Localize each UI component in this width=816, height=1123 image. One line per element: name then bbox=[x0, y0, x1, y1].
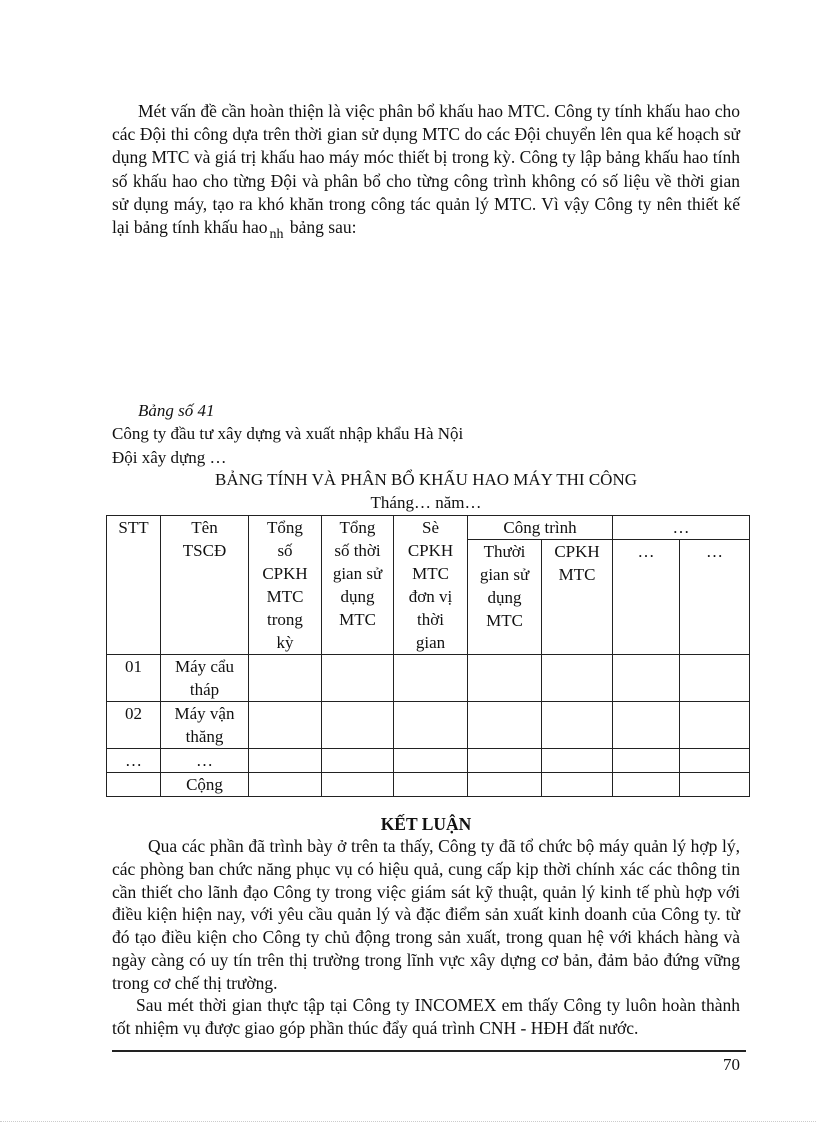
header-stt: STT bbox=[107, 516, 161, 655]
company-name: Công ty đầu tư xây dựng và xuất nhập khẩu Hà Nội bbox=[112, 424, 464, 443]
header-ct-thoi-gian: Thười gian sử dụng MTC bbox=[468, 540, 542, 655]
paragraph-conclusion: Qua các phần đã trình bày ở trên ta thấy, Công ty đã tổ chức bộ máy quản lý hợp lý, các phòng ban chức năng phục vụ có hiệu quả, cung cấp kịp thời chính xác các thông tin cần thiết cho lãnh đạo Công ty trong việc giám sát kỹ thuật, quản lý kinh tế phù hợp với điều kiện hiện nay, với yêu cầu quản lý và đặc điểm sản xuất kinh doanh của Công ty. từ đó tạo điều kiện cho Công ty chủ động trong sản xuất, trong quan hệ với khách hàng và ngày càng có uy tín trên thị trường trong lĩnh vực xây dựng cơ bản, đảm bảo đứng vững trong cơ chế thị trường. bbox=[112, 836, 740, 993]
header-ct-cpkh: CPKH MTC bbox=[542, 540, 613, 655]
row-stt bbox=[107, 773, 161, 797]
header-so-cpkh: Sè CPKH MTC đơn vị thời gian bbox=[394, 516, 468, 655]
paragraph-closing: Sau mét thời gian thực tập tại Công ty INCOMEX em thấy Công ty luôn hoàn thành tốt nhiệm vụ được giao góp phần thúc đẩy quá trình CNH - HĐH đất nước. bbox=[112, 995, 740, 1038]
row-ten: Máy vận thăng bbox=[161, 702, 249, 749]
subscript-fragment: nh bbox=[269, 227, 284, 243]
footer-rule bbox=[112, 1050, 746, 1052]
table-row bbox=[107, 655, 750, 702]
table-row bbox=[107, 749, 750, 773]
header-more-a: … bbox=[613, 540, 680, 655]
header-tong-thoi-gian: Tổng số thời gian sử dụng MTC bbox=[322, 516, 394, 655]
row-ten: … bbox=[161, 749, 249, 773]
header-cong-trinh: Công trình bbox=[468, 516, 613, 540]
table-title: BẢNG TÍNH VÀ PHÂN BỔ KHẤU HAO MÁY THI CÔNG bbox=[214, 470, 638, 489]
row-ten: Cộng bbox=[161, 773, 249, 797]
header-row-1 bbox=[107, 516, 750, 540]
header-ten: Tên TSCĐ bbox=[161, 516, 249, 655]
table-month: Tháng… năm… bbox=[370, 493, 482, 512]
conclusion-title: KẾT LUẬN bbox=[380, 814, 472, 834]
row-stt: 02 bbox=[107, 702, 161, 749]
header-tong-cpkh: Tổng số CPKH MTC trong kỳ bbox=[249, 516, 322, 655]
paragraph-depreciation: Mét vấn đề cần hoàn thiện là việc phân bổ khấu hao MTC. Công ty tính khấu hao cho các Đội thi công dựa trên thời gian sử dụng MTC do các Đội chuyển lên qua kế hoạch sử dụng MTC và giá trị khấu hao máy móc thiết bị trong kỳ. Công ty lập bảng khấu hao tính số khấu hao cho từng Đội và phân bổ cho từng công trình không có số liệu về thời gian sử dụng máy, tạo ra khó khăn trong công tác quản lý MTC. Vì vậy Công ty nên thiết kế lại bảng tính khấu hao $_{nh}$ bảng sau: bbox=[112, 101, 740, 243]
bottom-divider bbox=[0, 1121, 816, 1122]
header-more-b: … bbox=[680, 540, 750, 655]
row-stt: … bbox=[107, 749, 161, 773]
table-row bbox=[107, 702, 750, 749]
row-stt: 01 bbox=[107, 655, 161, 702]
depreciation-table bbox=[106, 515, 750, 797]
header-more: … bbox=[613, 516, 750, 540]
page-number: 70 bbox=[723, 1055, 740, 1074]
row-ten: Máy cẩu tháp bbox=[161, 655, 249, 702]
table-row-total bbox=[107, 773, 750, 797]
team-name: Đội xây dựng … bbox=[112, 448, 227, 467]
table-label: Bảng số 41 bbox=[138, 401, 215, 420]
